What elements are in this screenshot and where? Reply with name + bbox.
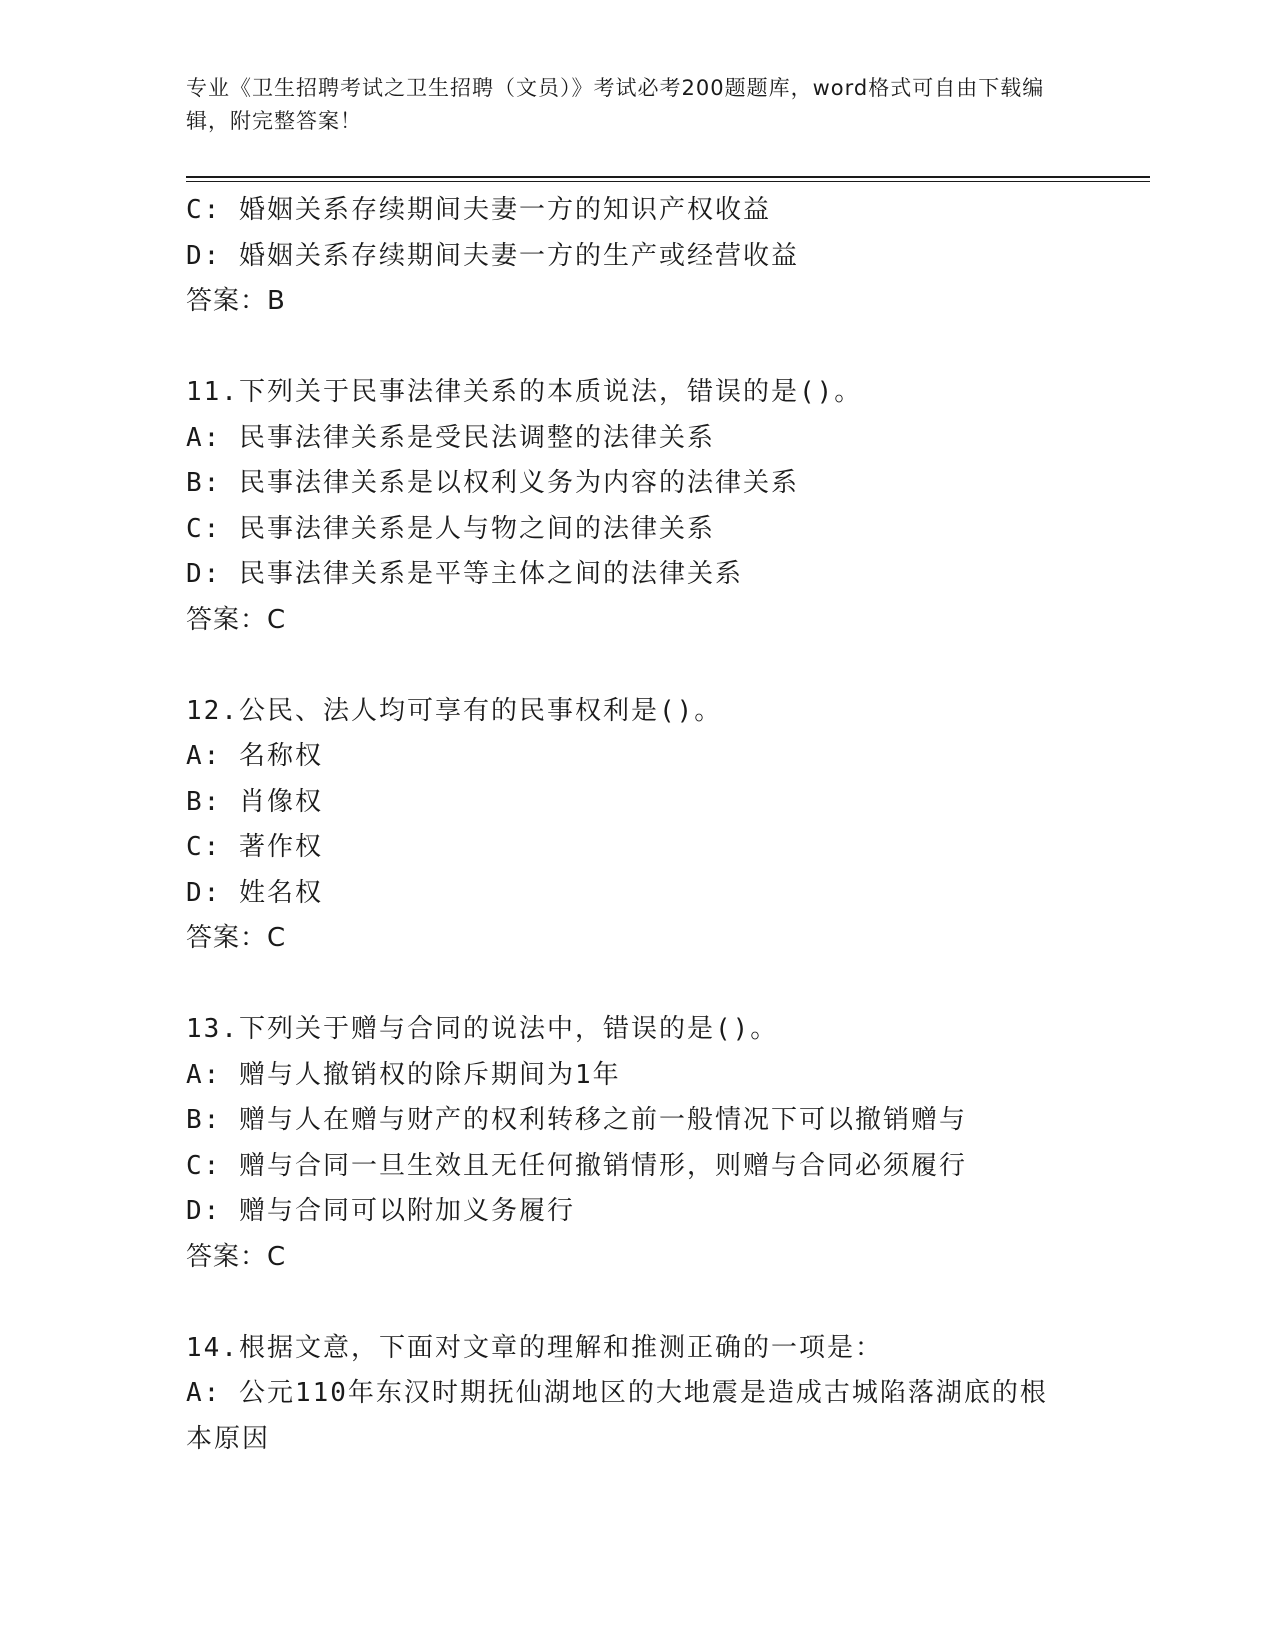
answer: 答案：C	[186, 1241, 287, 1272]
option-b: B: 赠与人在赠与财产的权利转移之前一般情况下可以撤销赠与	[186, 1105, 967, 1135]
page-header: 专业《卫生招聘考试之卫生招聘（文员）》考试必考200题题库，word格式可自由下载编辑，附完整答案！	[186, 76, 1045, 133]
question-11	[186, 370, 1086, 643]
option-a: A: 赠与人撤销权的除斥期间为1年	[186, 1059, 621, 1090]
option-a: A: 民事法律关系是受民法调整的法律关系	[186, 422, 715, 453]
option-d: D: 姓名权	[186, 877, 323, 908]
answer: 答案：B	[186, 286, 286, 316]
option-c: C: 民事法律关系是人与物之间的法律关系	[186, 513, 715, 544]
header-rule-thin	[186, 181, 1150, 182]
option-d: D: 赠与合同可以附加义务履行	[186, 1196, 575, 1226]
option-c: C: 著作权	[186, 832, 323, 862]
answer: 答案：C	[186, 604, 287, 635]
spacer	[186, 1280, 1086, 1326]
option-b: B: 民事法律关系是以权利义务为内容的法律关系	[186, 468, 799, 498]
answer: 答案：C	[186, 923, 287, 953]
question-stem: 12.公民、法人均可享有的民事权利是()。	[186, 695, 723, 726]
question-10-continued	[186, 188, 1086, 325]
option-a: A: 公元110年东汉时期抚仙湖地区的大地震是造成古城陷落湖底的根本原因	[186, 1378, 1048, 1454]
option-b: B: 肖像权	[186, 786, 323, 817]
question-14	[186, 1326, 1086, 1463]
spacer	[186, 962, 1086, 1008]
spacer	[186, 643, 1086, 689]
question-stem: 11.下列关于民事法律关系的本质说法，错误的是()。	[186, 377, 863, 407]
question-13	[186, 1007, 1086, 1280]
header-rule-thick	[186, 176, 1150, 178]
question-stem: 14.根据文意，下面对文章的理解和推测正确的一项是：	[186, 1332, 883, 1363]
option-a: A: 名称权	[186, 741, 323, 771]
option-d: D: 民事法律关系是平等主体之间的法律关系	[186, 559, 743, 589]
option-d: D: 婚姻关系存续期间夫妻一方的生产或经营收益	[186, 240, 799, 271]
spacer	[186, 325, 1086, 371]
option-c: C: 婚姻关系存续期间夫妻一方的知识产权收益	[186, 195, 771, 225]
question-list	[186, 188, 1086, 1462]
option-c: C: 赠与合同一旦生效且无任何撤销情形，则赠与合同必须履行	[186, 1150, 967, 1181]
question-12	[186, 689, 1086, 962]
question-stem: 13.下列关于赠与合同的说法中，错误的是()。	[186, 1014, 779, 1044]
